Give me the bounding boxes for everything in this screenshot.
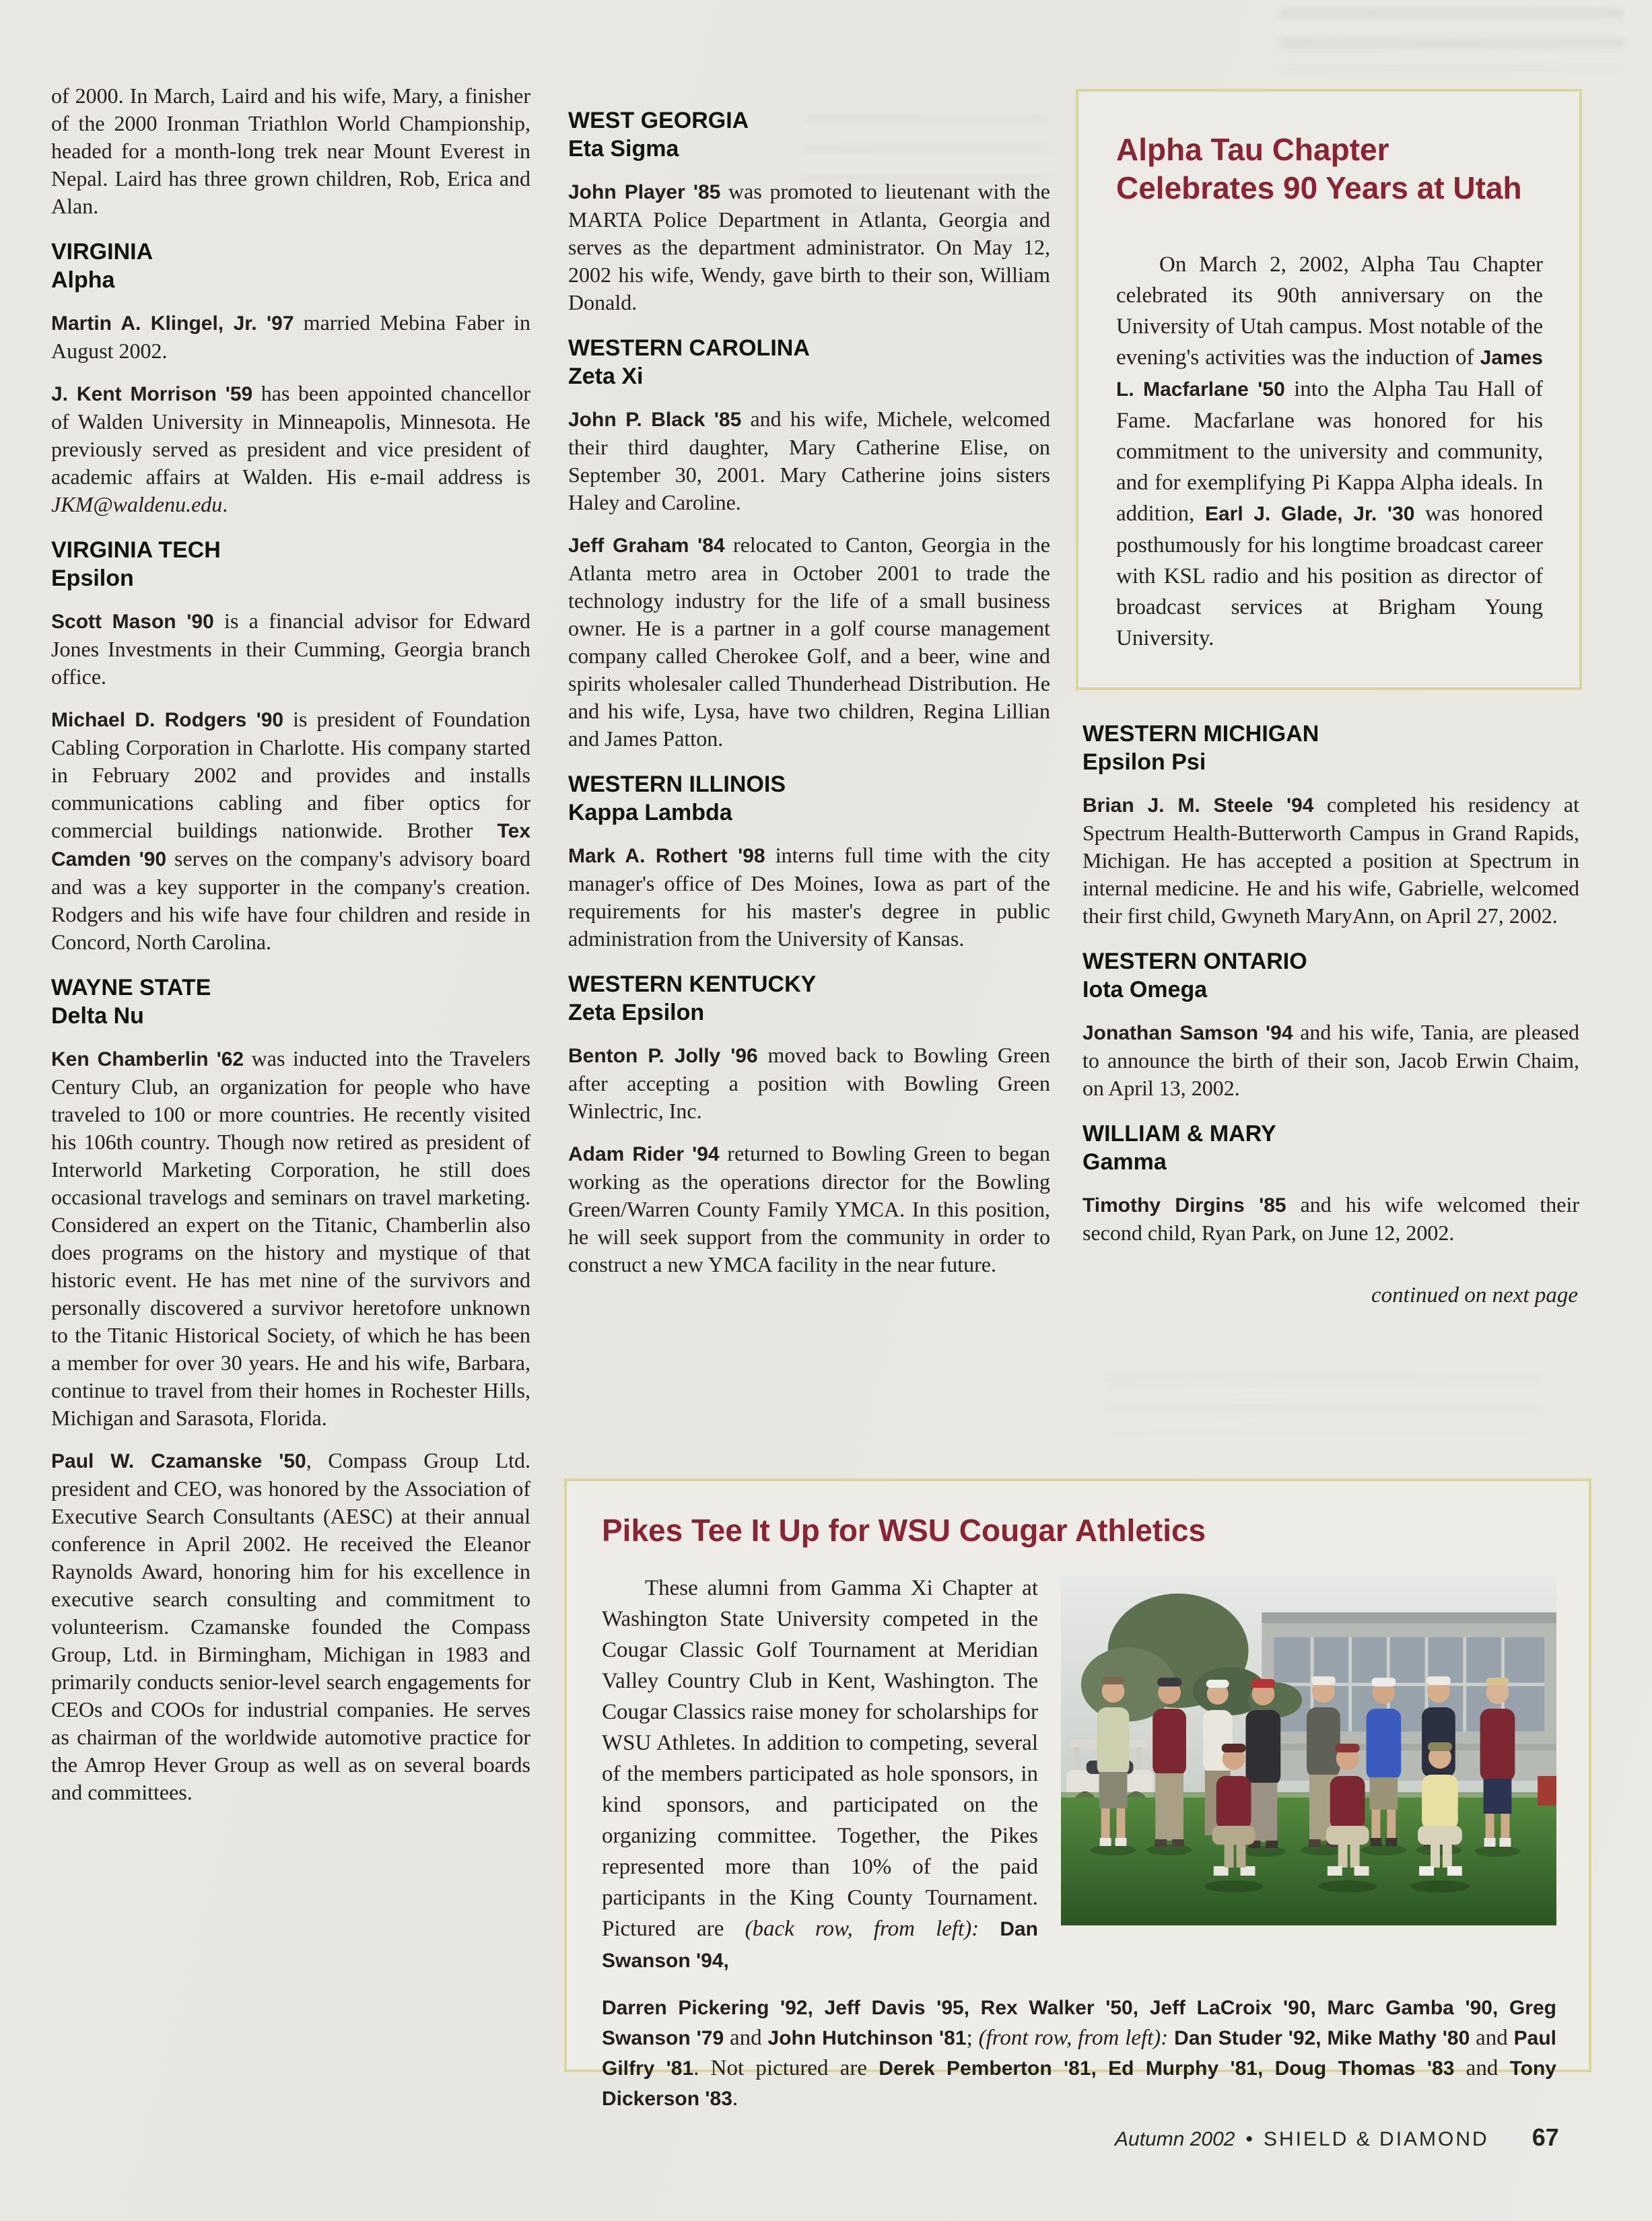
pikes-content-row	[602, 1573, 1556, 1977]
member-name: Jeff Graham '84	[568, 535, 725, 557]
text-run: and his wife, Michele, welcomed their third daughter, Mary Catherine Elise, on September 30, 2001. Mary Catherine joins sisters Haley and Caroline.	[568, 407, 1050, 514]
text-run: was inducted into the Travelers Century Club, an organization for people who have traveled to 100 or more countries. He recently visited his 106th country. Though now retired as president of Interworld Marketing Corporation, he still does occasional travelogs and seminars on travel marketing. Considered an expert on the Titanic, Chamberlin also does programs on the history and mystique of that historic event. He has met nine of the survivors and personally discovered a survivor heretofore unknown to the Titanic Historical Society, of which he has been a member for over 30 years. He and his wife, Barbara, continue to travel from their homes in Rochester Hills, Michigan and Sarasota, Florida.	[51, 1046, 530, 1430]
text-run: was honored posthumously for his longtime broadcast career with KSL radio and his position as director of broadcast services at Brigham Young University.	[1116, 502, 1543, 650]
school-name: VIRGINIA	[51, 239, 153, 265]
chapter-name: Epsilon	[51, 566, 134, 591]
member-name: Paul W. Czamanske '50	[51, 1450, 306, 1472]
chapter-name: Delta Nu	[51, 1003, 144, 1029]
member-name: Brian J. M. Steele '94	[1082, 794, 1314, 817]
alumni-note	[51, 1447, 530, 1806]
member-name: Benton P. Jolly '96	[568, 1045, 758, 1067]
alumni-note	[51, 380, 530, 518]
member-name: Mark A. Rothert '98	[568, 845, 765, 867]
alumni-note	[1082, 1191, 1579, 1247]
text-run: . Not pictured are	[693, 2056, 879, 2080]
alumni-note	[1082, 791, 1579, 930]
golf-group-photo-illustration	[1061, 1575, 1556, 1925]
text-run: is a financial advisor for Edward Jones Investments in their Cumming, Georgia branch office.	[51, 609, 531, 689]
text-run: and his wife welcomed their second child, Ryan Park, on June 12, 2002.	[1082, 1192, 1580, 1245]
chapter-name: Alpha	[51, 267, 115, 293]
chapter-name: Epsilon Psi	[1082, 749, 1206, 775]
text-run: married Mebina Faber in August 2002.	[51, 310, 531, 363]
text-run: ;	[966, 2026, 979, 2050]
alumni-note	[568, 178, 1050, 316]
text-run: has been appointed chancellor of Walden University in Minneapolis, Minnesota. He previously served as president and vice president of academic affairs at Walden. His e-mail address is	[51, 381, 531, 489]
member-name: Tex Camden '90	[51, 820, 530, 870]
school-name: WESTERN MICHIGAN	[1082, 721, 1319, 747]
section-heading	[51, 238, 530, 294]
member-name: Tony Dickerson '83	[602, 2057, 1556, 2110]
italic-note: JKM@waldenu.edu	[51, 492, 223, 516]
text-run: is president of Foundation Cabling Corporation in Charlotte. His company started in February 2002 and provides and installs communications cabling and fiber optics for commercial buildings nationwide. Brother	[51, 707, 531, 842]
column-right	[1076, 89, 1582, 1308]
member-name: John Player '85	[568, 181, 721, 203]
text-run: These alumni from Gamma Xi Chapter at Washington State University competed in the Cougar Classic Golf Tournament at Meridian Valley Country Club in Kent, Washington. The Cougar Classics raise money for scholarships for WSU Athletes. In addition to competing, several of the members participated as hole sponsors, in kind sponsors, and participated on the organizing committee. Together, the Pikes represented more than 10% of the paid participants in the King County Tournament. Pictured are	[602, 1576, 1038, 1941]
section-heading	[568, 334, 1050, 390]
member-name: Paul Gilfry '81	[602, 2027, 1557, 2080]
italic-note: (back row, from left):	[745, 1917, 979, 1941]
column-left	[51, 82, 530, 1821]
school-name: WESTERN ONTARIO	[1082, 949, 1307, 974]
text-run: , Compass Group Ltd. president and CEO, was honored by the Association of Executive Search Consultants (AESC) at their annual conference in April 2002. He received the Eleanor Raynolds Award, honoring him for his excellence in executive search consulting and commitment to volunteerism. Czamanske founded the Compass Group, Ltd. in Birmingham, Michigan in 1983 and primarily conducts senior-level search engagements for CEOs and COOs for industrial companies. He serves as chairman of the worldwide automotive practice for the Amrop Hever Group as well as on several boards and committees.	[51, 1448, 530, 1804]
italic-note: (front row, from left):	[978, 2026, 1169, 2050]
column-middle	[568, 89, 1050, 1293]
alumni-note	[51, 82, 530, 220]
member-name: Jonathan Samson '94	[1082, 1022, 1293, 1044]
alumni-note	[51, 706, 530, 956]
member-name: Derek Pemberton '81, Ed Murphy '81, Doug Thomas '83	[879, 2057, 1455, 2080]
text-run: into the Alpha Tau Hall of Fame. Macfarlane was honored for his commitment to the university and community, and for exemplifying Pi Kappa Alpha ideals. In addition,	[1116, 377, 1544, 526]
school-name: WEST GEORGIA	[568, 108, 749, 133]
chapter-name: Kappa Lambda	[568, 800, 732, 825]
school-name: WILLIAM & MARY	[1082, 1121, 1276, 1147]
alumni-note	[568, 1041, 1050, 1125]
section-heading	[51, 973, 530, 1030]
chapter-name: Zeta Epsilon	[568, 1000, 705, 1025]
alpha-tau-body	[1116, 249, 1543, 654]
text-run: relocated to Canton, Georgia in the Atlanta metro area in October 2001 to trade the technology industry for the life of a small business owner. He is a partner in a golf course management company called Cherokee Golf, and a beer, wine and spirits wholesaler called Thunderhead Distribution. He and his wife, Lysa, have two children, Regina Lillian and James Patton.	[568, 533, 1051, 751]
section-heading	[1082, 947, 1579, 1004]
text-run	[979, 1917, 1000, 1941]
member-name: Timothy Dirgins '85	[1082, 1194, 1286, 1217]
alumni-note	[1082, 1019, 1579, 1102]
page-footer	[1115, 2123, 1559, 2152]
school-name: WAYNE STATE	[51, 975, 211, 1000]
section-heading	[568, 770, 1050, 827]
pikes-title: Pikes Tee It Up for WSU Cougar Athletics	[602, 1513, 1206, 1548]
section-heading	[568, 106, 1050, 163]
alumni-note	[568, 842, 1050, 953]
alumni-note	[568, 1140, 1050, 1278]
school-name: VIRGINIA TECH	[51, 537, 221, 563]
section-heading	[1082, 1120, 1579, 1176]
chapter-name: Zeta Xi	[568, 364, 644, 389]
member-name: Martin A. Klingel, Jr. '97	[51, 312, 294, 335]
text-run: On March 2, 2002, Alpha Tau Chapter celebrated its 90th anniversary on the University of Utah campus. Most notable of the evening's activities was the induction of	[1116, 252, 1543, 370]
member-name: John Hutchinson '81	[767, 2027, 967, 2049]
text-run: .	[732, 2086, 738, 2111]
chapter-name: Iota Omega	[1082, 977, 1208, 1002]
text-run	[1168, 2026, 1174, 2050]
member-name: Darren Pickering '92, Jeff Davis '95, Rex Walker '50, Jeff LaCroix '90, Marc Gamba '90, Greg Swanson '79	[602, 1997, 1556, 2049]
bleed-through-ghost	[1104, 1373, 1542, 1434]
school-name: WESTERN CAROLINA	[568, 335, 810, 361]
text-run: and	[1454, 2056, 1510, 2080]
footer-issue: Autumn 2002	[1115, 2128, 1235, 2150]
text-run: and his wife, Tania, are pleased to announce the birth of their son, Jacob Erwin Chaim, on April 13, 2002.	[1082, 1020, 1579, 1100]
alumni-note	[51, 607, 530, 691]
pikes-feature-box	[564, 1478, 1591, 2111]
bleed-through-ghost	[1279, 8, 1624, 70]
page-number: 67	[1531, 2123, 1559, 2151]
section-heading	[51, 536, 530, 592]
footer-bullet-separator: •	[1245, 2128, 1253, 2150]
text-run: returned to Bowling Green to began working as the operations director for the Bowling Green/Warren County Family YMCA. In this position, he will seek support from the community in order to construct a new YMCA facility in the near future.	[568, 1141, 1050, 1276]
pikes-body	[602, 1573, 1038, 1977]
member-name: John P. Black '85	[568, 409, 742, 431]
school-name: WESTERN ILLINOIS	[568, 772, 786, 797]
photo-caption	[602, 1993, 1556, 2114]
text-run: was promoted to lieutenant with the MARTA Police Department in Atlanta, Georgia and serves as the department administrator. On May 12, 2002 his wife, Wendy, gave birth to their son, William Donald.	[568, 179, 1051, 314]
text-run: interns full time with the city manager's office of Des Moines, Iowa as part of the requirements for his master's degree in public administration from the University of Kansas.	[568, 843, 1051, 951]
alpha-tau-title: Alpha Tau Chapter Celebrates 90 Years at Utah	[1116, 132, 1522, 205]
text-run: of 2000. In March, Laird and his wife, Mary, a finisher of the 2000 Ironman Triathlon World Championship, headed for a month-long trek near Mount Everest in Nepal. Laird has three grown children, Rob, Erica and Alan.	[51, 83, 530, 218]
alumni-note	[568, 405, 1050, 516]
section-heading	[1082, 720, 1579, 776]
text-run: and	[1470, 2026, 1514, 2050]
school-name: WESTERN KENTUCKY	[568, 971, 817, 997]
text-run: moved back to Bowling Green after accepting a position with Bowling Green Winlectric, Inc.	[568, 1043, 1051, 1123]
member-name: Adam Rider '94	[568, 1143, 720, 1165]
text-run: and	[724, 2026, 768, 2050]
member-name: James L. Macfarlane '50	[1116, 347, 1543, 401]
text-run: completed his residency at Spectrum Health-Butterworth Campus in Grand Rapids, Michigan. He has accepted a position at Spectrum in internal medicine. He and his wife, Gabrielle, welcomed their first child, Gwyneth MaryAnn, on April 27, 2002.	[1082, 792, 1579, 928]
member-name: Earl J. Glade, Jr. '30	[1204, 503, 1415, 525]
right-column-blocks	[1082, 720, 1579, 1247]
text-run: .	[222, 492, 228, 516]
section-heading	[568, 970, 1050, 1027]
alumni-note	[568, 531, 1050, 753]
member-name: Dan Swanson '94,	[602, 1918, 1038, 1972]
member-name: Ken Chamberlin '62	[51, 1048, 244, 1070]
member-name: Dan Studer '92, Mike Mathy '80	[1174, 2027, 1470, 2049]
member-name: J. Kent Morrison '59	[51, 383, 253, 405]
member-name: Scott Mason '90	[51, 611, 214, 633]
alumni-note	[51, 309, 530, 365]
chapter-name: Eta Sigma	[568, 136, 679, 162]
golf-group-photo	[1061, 1575, 1556, 1925]
member-name: Michael D. Rodgers '90	[51, 709, 284, 731]
text-run: serves on the company's advisory board and was a key supporter in the company's creation. Rodgers and his wife have four children and reside in Concord, North Carolina.	[51, 846, 530, 954]
alumni-note	[51, 1045, 530, 1432]
continued-note: continued on next page	[1371, 1283, 1578, 1307]
chapter-name: Gamma	[1082, 1149, 1167, 1175]
footer-magazine-title: SHIELD & DIAMOND	[1263, 2128, 1489, 2150]
alpha-tau-feature-box	[1076, 89, 1582, 690]
